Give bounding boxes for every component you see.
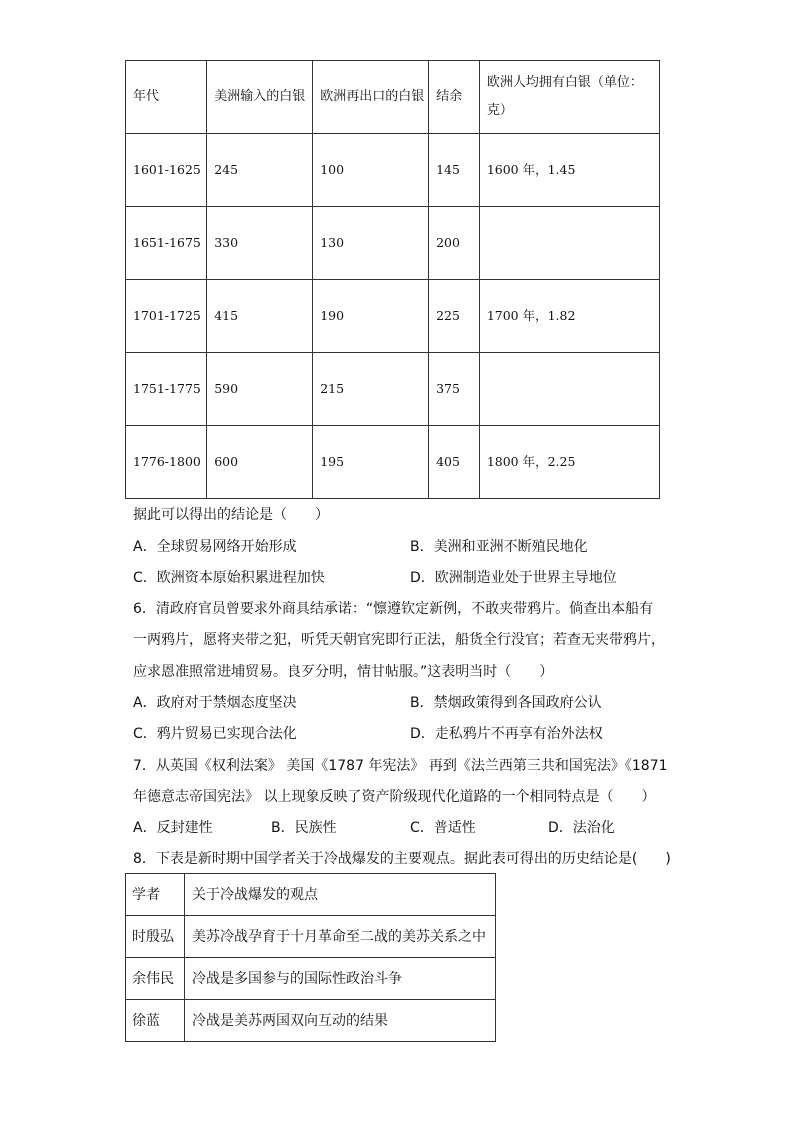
cell-view: 冷战是多国参与的国际性政治斗争 (185, 958, 496, 1000)
header-era: 年代 (126, 61, 207, 134)
cell-per-capita (479, 353, 659, 426)
cell-per-capita: 1700 年，1.82 (479, 280, 659, 353)
cell-per-capita (479, 207, 659, 280)
cell-balance: 200 (429, 207, 480, 280)
cell-import: 590 (207, 353, 313, 426)
q8-stem: 8．下表是新时期中国学者关于冷战爆发的主要观点。据此表可得出的历史结论是( ) (133, 851, 671, 867)
q7-option-c[interactable]: C．普适性 (410, 820, 476, 836)
cell-balance: 145 (429, 134, 480, 207)
table-row (126, 134, 660, 207)
q7-option-b[interactable]: B．民族性 (271, 820, 337, 836)
header-europe-reexport: 欧洲再出口的白银 (313, 61, 429, 134)
cell-per-capita: 1600 年，1.45 (479, 134, 659, 207)
q6-stem-line1: 6．清政府官员曾要求外商具结承诺：“懔遵钦定新例，不敢夹带鸦片。倘查出本船有 (133, 601, 654, 617)
table-row (126, 958, 496, 1000)
silver-flow-table (125, 60, 660, 499)
cell-era: 1601-1625 (126, 134, 207, 207)
header-scholar: 学者 (126, 874, 185, 916)
cell-import: 415 (207, 280, 313, 353)
cell-reexport: 190 (313, 280, 429, 353)
cell-scholar: 时殷弘 (126, 916, 185, 958)
cell-reexport: 100 (313, 134, 429, 207)
q5-option-a[interactable]: A．全球贸易网络开始形成 (133, 539, 297, 555)
table-row (126, 916, 496, 958)
cell-balance: 225 (429, 280, 480, 353)
cell-era: 1701-1725 (126, 280, 207, 353)
q7-option-d[interactable]: D．法治化 (548, 820, 615, 836)
cold-war-views-table (125, 873, 496, 1042)
q7-stem-line1: 7．从英国《权利法案》 美国《1787 年宪法》 再到《法兰西第三共和国宪法》《1871 (133, 758, 668, 774)
q6-option-d[interactable]: D．走私鸦片不再享有治外法权 (410, 726, 603, 742)
table-header-row (126, 874, 496, 916)
cell-per-capita: 1800 年，2.25 (479, 426, 659, 499)
table-row (126, 280, 660, 353)
q6-stem-line2: 一两鸦片，愿将夹带之犯，听凭天朝官宪即行正法，船货全行没官；若查无夹带鸦片， (133, 632, 665, 648)
cell-view: 美苏冷战孕育于十月革命至二战的美苏关系之中 (185, 916, 496, 958)
q5-option-b[interactable]: B．美洲和亚洲不断殖民地化 (410, 539, 588, 555)
q5-option-c[interactable]: C．欧洲资本原始积累进程加快 (133, 570, 325, 586)
q5-stem: 据此可以得出的结论是（ ） (133, 507, 329, 523)
cell-scholar: 余伟民 (126, 958, 185, 1000)
q6-option-a[interactable]: A．政府对于禁烟态度坚决 (133, 695, 297, 711)
cell-era: 1651-1675 (126, 207, 207, 280)
q7-stem-line2: 年德意志帝国宪法》 以上现象反映了资产阶级现代化道路的一个相同特点是（ ） (133, 789, 656, 805)
header-view: 关于冷战爆发的观点 (185, 874, 496, 916)
table-row (126, 207, 660, 280)
cell-balance: 405 (429, 426, 480, 499)
header-americas-import: 美洲输入的白银 (207, 61, 313, 134)
table-row (126, 353, 660, 426)
q6-option-b[interactable]: B．禁烟政策得到各国政府公认 (410, 695, 602, 711)
cell-era: 1776-1800 (126, 426, 207, 499)
cell-reexport: 195 (313, 426, 429, 499)
q6-option-c[interactable]: C．鸦片贸易已实现合法化 (133, 726, 297, 742)
cell-balance: 375 (429, 353, 480, 426)
cell-import: 245 (207, 134, 313, 207)
cell-era: 1751-1775 (126, 353, 207, 426)
cell-scholar: 徐蓝 (126, 1000, 185, 1042)
cell-reexport: 215 (313, 353, 429, 426)
header-balance: 结余 (429, 61, 480, 134)
cell-view: 冷战是美苏两国双向互动的结果 (185, 1000, 496, 1042)
header-per-capita: 欧洲人均拥有白银（单位：克） (479, 61, 659, 134)
table-row (126, 1000, 496, 1042)
cell-import: 600 (207, 426, 313, 499)
cell-import: 330 (207, 207, 313, 280)
table-header-row (126, 61, 660, 134)
q5-option-d[interactable]: D．欧洲制造业处于世界主导地位 (410, 570, 617, 586)
q6-stem-line3: 应求恩准照常进埔贸易。良歹分明，情甘帖服。”这表明当时（ ） (133, 664, 554, 680)
cell-reexport: 130 (313, 207, 429, 280)
table-row (126, 426, 660, 499)
q7-option-a[interactable]: A．反封建性 (133, 820, 213, 836)
